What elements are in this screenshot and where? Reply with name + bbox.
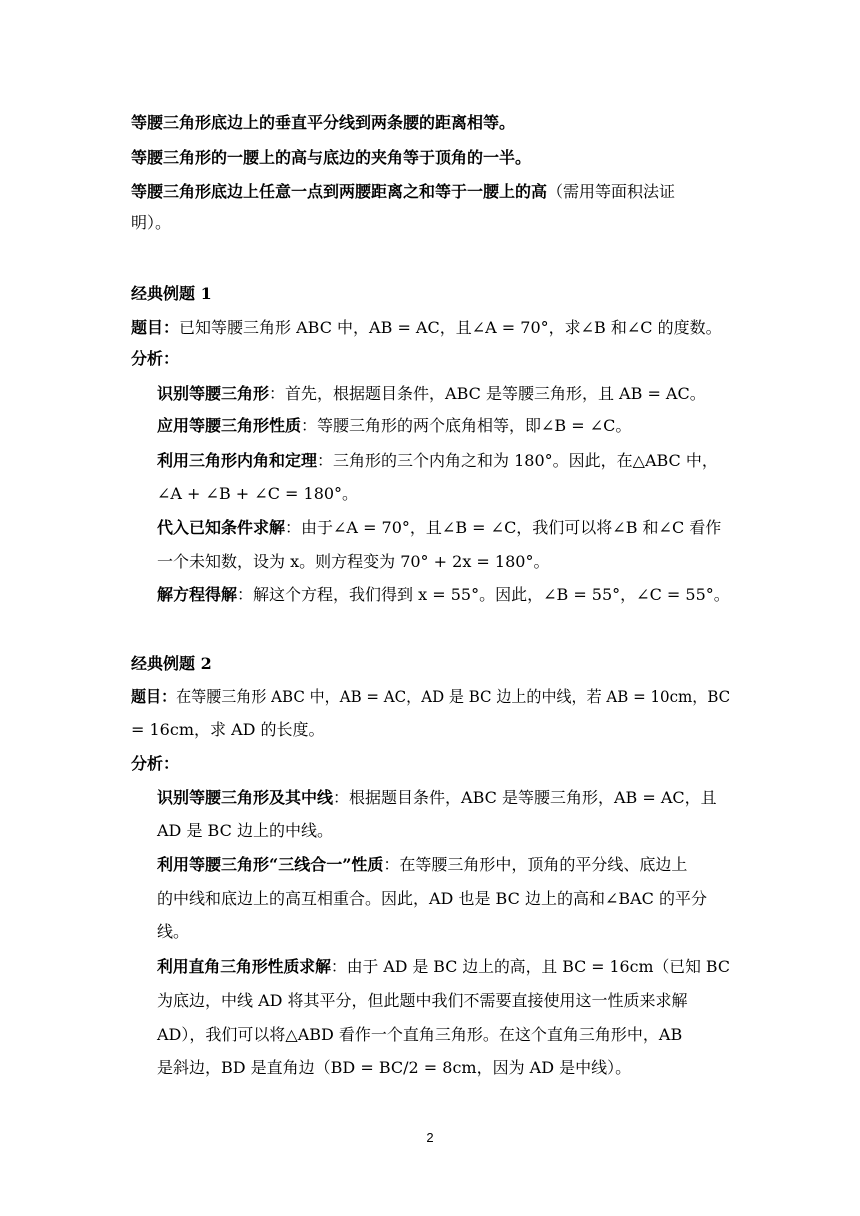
step-label: 利用等腰三角形“三线合一”性质 <box>157 855 384 874</box>
example1-step-2 <box>157 414 631 438</box>
question-text: 已知等腰三角形 ABC 中，AB = AC，且∠A = 70°，求∠B 和∠C 的度数。 <box>179 318 722 337</box>
example2-step-1-continued: AD 是 BC 边上的中线。 <box>157 821 333 840</box>
property-3-continued: 明）。 <box>131 213 172 232</box>
example2-step-3-continued-3: 是斜边，BD 是直角边（BD = BC/2 = 8cm，因为 AD 是中线）。 <box>157 1058 632 1077</box>
step-label: 识别等腰三角形及其中线 <box>157 788 334 807</box>
step-label: 利用三角形内角和定理 <box>157 451 318 470</box>
example2-step-2-continued: 的中线和底边上的高互相重合。因此，AD 也是 BC 边上的高和∠BAC 的平分 <box>157 889 707 908</box>
property-1: 等腰三角形底边上的垂直平分线到两条腰的距离相等。 <box>131 113 516 132</box>
page-number: 2 <box>426 1130 434 1145</box>
step-label: 识别等腰三角形 <box>157 384 270 403</box>
step-label: 利用直角三角形性质求解 <box>157 957 331 976</box>
example1-step-5 <box>157 583 730 607</box>
example1-step-3 <box>157 449 718 473</box>
step-label: 代入已知条件求解 <box>157 518 286 537</box>
step-label: 解方程得解 <box>157 585 238 604</box>
property-3 <box>131 180 675 204</box>
property-2: 等腰三角形的一腰上的高与底边的夹角等于顶角的一半。 <box>131 148 532 167</box>
example2-step-3-continued-2: AD），我们可以将△ABD 看作一个直角三角形。在这个直角三角形中，AB <box>157 1025 683 1044</box>
step-text: ：首先，根据题目条件，ABC 是等腰三角形，且 AB = AC。 <box>269 384 706 403</box>
example1-analysis-label: 分析： <box>131 349 180 368</box>
example2-step-1 <box>157 786 717 810</box>
example1-question <box>131 316 722 340</box>
step-text: ：三角形的三个内角之和为 180°。因此，在△ABC 中， <box>317 451 718 470</box>
example1-step-4 <box>157 516 721 540</box>
example1-step-3-continued: ∠A + ∠B + ∠C = 180°。 <box>157 484 359 503</box>
step-text: ：根据题目条件，ABC 是等腰三角形，AB = AC，且 <box>333 788 717 807</box>
example2-heading: 经典例题 2 <box>131 654 212 673</box>
question-text: 在等腰三角形 ABC 中，AB = AC，AD 是 BC 边上的中线，若 AB = 10cm，BC <box>176 687 731 706</box>
step-text: ：由于 AD 是 BC 边上的高，且 BC = 16cm（已知 BC <box>330 957 730 976</box>
example1-heading: 经典例题 1 <box>131 284 212 303</box>
step-text: ：解这个方程，我们得到 x = 55°。因此，∠B = 55°，∠C = 55°。 <box>237 585 730 604</box>
example2-question <box>131 685 730 709</box>
example2-step-2 <box>157 853 687 877</box>
example2-step-3 <box>157 955 730 979</box>
step-text: ：等腰三角形的两个底角相等，即∠B = ∠C。 <box>301 416 632 435</box>
question-label: 题目： <box>131 687 177 706</box>
property-3-note: （需用等面积法证 <box>547 182 676 201</box>
example1-step-1 <box>157 382 706 406</box>
step-label: 应用等腰三角形性质 <box>157 416 302 435</box>
example2-analysis-label: 分析： <box>131 754 180 773</box>
step-text: ：在等腰三角形中，顶角的平分线、底边上 <box>383 855 688 874</box>
example1-step-4-continued: 一个未知数，设为 x。则方程变为 70° + 2x = 180°。 <box>157 552 550 571</box>
question-label: 题目： <box>131 318 180 337</box>
example2-question-continued: = 16cm，求 AD 的长度。 <box>131 720 325 739</box>
property-3-bold: 等腰三角形底边上任意一点到两腰距离之和等于一腰上的高 <box>131 182 548 201</box>
example2-step-2-continued-2: 线。 <box>157 922 190 941</box>
example2-step-3-continued: 为底边，中线 AD 将其平分，但此题中我们不需要直接使用这一性质来求解 <box>157 991 688 1010</box>
step-text: ：由于∠A = 70°，且∠B = ∠C，我们可以将∠B 和∠C 看作 <box>285 518 722 537</box>
